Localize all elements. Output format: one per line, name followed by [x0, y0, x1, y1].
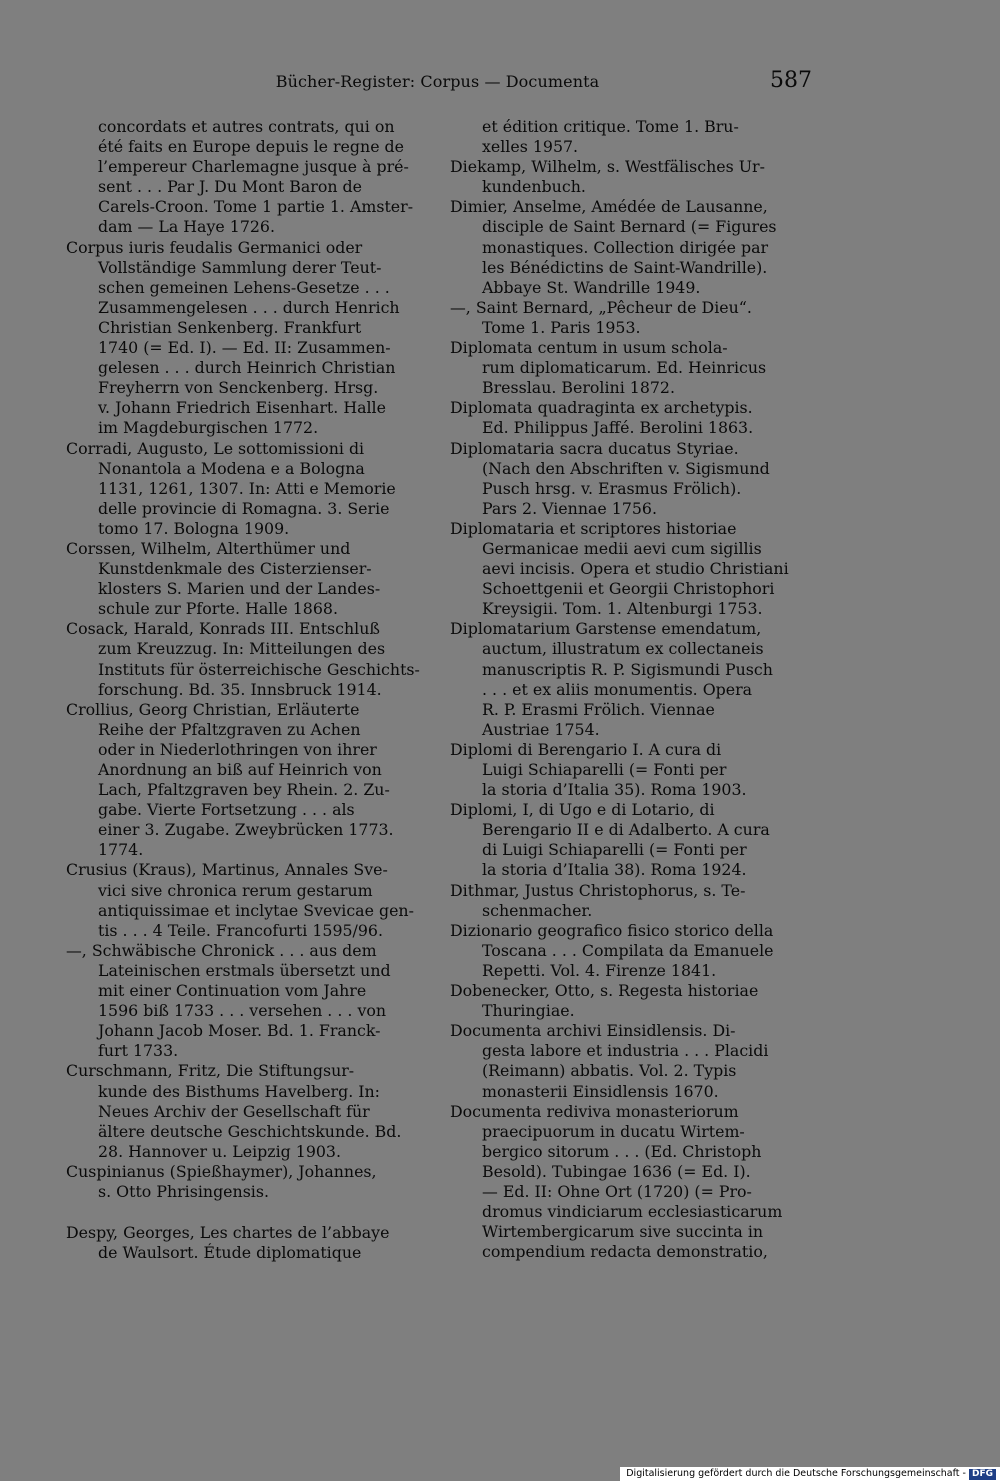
- index-entry: [66, 619, 428, 699]
- entry-line: Corpus iuris feudalis Germanici oder: [66, 237, 363, 257]
- dfg-logo: DFG: [969, 1469, 996, 1480]
- entry-line: Besold). Tubingae 1636 (= Ed. I).: [482, 1161, 751, 1181]
- entry-line: Bresslau. Berolini 1872.: [482, 378, 676, 398]
- entry-line: manuscriptis R. P. Sigismundi Pusch: [482, 659, 773, 679]
- entry-line: Diplomataria et scriptores historiae: [450, 518, 737, 538]
- entry-line: —, Schwäbische Chronick . . . aus dem: [66, 940, 377, 960]
- entry-line: zum Kreuzzug. In: Mitteilungen des: [98, 639, 386, 659]
- entry-line: Berengario II e di Adalberto. A cura: [482, 820, 770, 840]
- entry-line: Wirtembergicarum sive succinta in: [482, 1222, 764, 1242]
- entry-line: 1740 (= Ed. I). — Ed. II: Zusammen-: [98, 338, 391, 358]
- entry-line: delle provincie di Romagna. 3. Serie: [98, 498, 390, 518]
- index-entry: [450, 398, 812, 438]
- entry-line: Lateinischen erstmals übersetzt und: [98, 960, 391, 980]
- entry-line: di Luigi Schiaparelli (= Fonti per: [482, 840, 747, 860]
- index-entry: [66, 539, 428, 619]
- entry-line: disciple de Saint Bernard (= Figures: [482, 217, 777, 237]
- index-entry: [66, 941, 428, 1062]
- entry-line: Neues Archiv der Gesellschaft für: [98, 1101, 370, 1121]
- entry-line: 1131, 1261, 1307. In: Atti e Memorie: [98, 478, 396, 498]
- entry-line: Kreysigii. Tom. 1. Altenburgi 1753.: [482, 599, 763, 619]
- entry-line: . . . et ex aliis monumentis. Opera: [482, 679, 753, 699]
- entry-line: dromus vindiciarum ecclesiasticarum: [482, 1202, 783, 1222]
- entry-line: kundenbuch.: [482, 177, 586, 197]
- entry-line: Diplomatarium Garstense emendatum,: [450, 619, 762, 639]
- entry-line: Cuspinianus (Spießhaymer), Johannes,: [66, 1161, 377, 1181]
- index-entry: [66, 238, 428, 439]
- entry-line: aevi incisis. Opera et studio Christiani: [482, 559, 789, 579]
- entry-line: Toscana . . . Compilata da Emanuele: [482, 940, 774, 960]
- entry-line: schenmacher.: [482, 900, 593, 920]
- entry-line: Dimier, Anselme, Amédée de Lausanne,: [450, 197, 768, 217]
- index-entry: [66, 1223, 428, 1263]
- entry-line: (Reimann) abbatis. Vol. 2. Typis: [482, 1061, 737, 1081]
- entry-line: Anordnung an biß auf Heinrich von: [98, 760, 382, 779]
- entry-line: Cosack, Harald, Konrads III. Entschluß: [66, 619, 380, 639]
- entry-line: klosters S. Marien und der Landes-: [98, 579, 381, 599]
- index-entry: [450, 1102, 812, 1263]
- entry-line: Ed. Philippus Jaffé. Berolini 1863.: [482, 418, 754, 438]
- entry-line: bergico sitorum . . . (Ed. Christoph: [482, 1141, 762, 1161]
- entry-line: rum diplomaticarum. Ed. Heinricus: [482, 358, 767, 378]
- entry-line: Carels-Croon. Tome 1 partie 1. Amster-: [98, 197, 414, 217]
- footer-bar: [620, 1467, 1000, 1481]
- entry-line: im Magdeburgischen 1772.: [98, 418, 319, 438]
- entry-line: compendium redacta demonstratio,: [482, 1242, 768, 1262]
- entry-line: einer 3. Zugabe. Zweybrücken 1773.: [98, 820, 394, 840]
- entry-line: Johann Jacob Moser. Bd. 1. Franck-: [98, 1021, 381, 1041]
- entry-line: furt 1733.: [98, 1041, 179, 1061]
- entry-line: Austriae 1754.: [482, 719, 600, 739]
- entry-line: gabe. Vierte Fortsetzung . . . als: [98, 800, 355, 820]
- entry-line: Pars 2. Viennae 1756.: [482, 498, 657, 518]
- entry-line: vici sive chronica rerum gestarum: [98, 880, 373, 900]
- entry-line: l’empereur Charlemagne jusque à pré-: [98, 157, 409, 177]
- entry-line: schen gemeinen Lehens-Gesetze . . .: [98, 277, 390, 297]
- index-entry: [66, 700, 428, 861]
- entry-line: (Nach den Abschriften v. Sigismund: [482, 458, 770, 478]
- entry-line: Nonantola a Modena e a Bologna: [98, 458, 365, 478]
- entry-line: forschung. Bd. 35. Innsbruck 1914.: [98, 679, 382, 699]
- entry-line: Corssen, Wilhelm, Alterthümer und: [66, 538, 351, 558]
- entry-line: la storia d’Italia 35). Roma 1903.: [482, 780, 747, 800]
- entry-line: Documenta archivi Einsidlensis. Di-: [450, 1021, 736, 1041]
- entry-line: — Ed. II: Ohne Ort (1720) (= Pro-: [482, 1181, 752, 1201]
- entry-line: Crusius (Kraus), Martinus, Annales Sve-: [66, 860, 388, 880]
- entry-line: Diekamp, Wilhelm, s. Westfälisches Ur-: [450, 157, 765, 177]
- entry-line: Repetti. Vol. 4. Firenze 1841.: [482, 960, 717, 980]
- entry-line: antiquissimae et inclytae Svevicae gen-: [98, 900, 414, 920]
- index-entry: [66, 1162, 428, 1202]
- entry-line: Christian Senkenberg. Frankfurt: [98, 317, 362, 337]
- entry-line: kunde des Bisthums Havelberg. In:: [98, 1081, 380, 1101]
- entry-line: oder in Niederlothringen von ihrer: [98, 739, 377, 759]
- running-header: Bücher-Register: Corpus — Documenta: [275, 72, 600, 91]
- entry-line: monastiques. Collection dirigée par: [482, 237, 769, 257]
- entry-line: Vollständige Sammlung derer Teut-: [98, 257, 382, 277]
- index-entry: [450, 881, 812, 921]
- entry-line: sent . . . Par J. Du Mont Baron de: [98, 177, 363, 197]
- entry-line: Dithmar, Justus Christophorus, s. Te-: [450, 880, 746, 900]
- entry-line: Dobenecker, Otto, s. Regesta historiae: [450, 981, 759, 1001]
- entry-line: R. P. Erasmi Frölich. Viennae: [482, 699, 715, 719]
- index-entry: [450, 981, 812, 1021]
- entry-line: monasterii Einsidlensis 1670.: [482, 1081, 719, 1101]
- entry-line: et édition critique. Tome 1. Bru-: [482, 117, 739, 136]
- entry-line: Thuringiae.: [482, 1001, 575, 1021]
- entry-line: Reihe der Pfaltzgraven zu Achen: [98, 719, 361, 739]
- index-entry: [66, 439, 428, 539]
- entry-line: Curschmann, Fritz, Die Stiftungsur-: [66, 1061, 355, 1081]
- entry-line: s. Otto Phrisingensis.: [98, 1181, 269, 1201]
- entry-line: concordats et autres contrats, qui on: [98, 117, 395, 136]
- entry-line: —, Saint Bernard, „Pêcheur de Dieu“.: [450, 297, 752, 317]
- entry-line: Instituts für österreichische Geschichts-: [98, 659, 420, 679]
- index-entry: [450, 117, 812, 157]
- index-entry: [450, 298, 812, 338]
- entry-line: été faits en Europe depuis le regne de: [98, 137, 405, 157]
- entry-line: Documenta rediviva monasteriorum: [450, 1101, 739, 1121]
- index-entry: [450, 197, 812, 297]
- entry-line: xelles 1957.: [482, 137, 579, 157]
- entry-line: Diplomataria sacra ducatus Styriae.: [450, 438, 739, 458]
- entry-line: tis . . . 4 Teile. Francofurti 1595/96.: [98, 920, 383, 940]
- index-entry: [66, 1061, 428, 1161]
- entry-line: tomo 17. Bologna 1909.: [98, 518, 290, 538]
- left-column: [66, 117, 428, 1263]
- entry-line: Corradi, Augusto, Le sottomissioni di: [66, 438, 365, 458]
- entry-line: Diplomata quadraginta ex archetypis.: [450, 398, 753, 418]
- index-entry: [450, 800, 812, 880]
- entry-line: Diplomi, I, di Ugo e di Lotario, di: [450, 800, 715, 820]
- entry-line: Lach, Pfaltzgraven bey Rhein. 2. Zu-: [98, 780, 390, 800]
- entry-line: la storia d’Italia 38). Roma 1924.: [482, 860, 747, 880]
- entry-line: Pusch hrsg. v. Erasmus Frölich).: [482, 478, 742, 498]
- entry-line: ältere deutsche Geschichtskunde. Bd.: [98, 1121, 402, 1141]
- entry-line: Crollius, Georg Christian, Erläuterte: [66, 699, 360, 719]
- entry-line: dam — La Haye 1726.: [98, 217, 275, 237]
- index-entry: [66, 860, 428, 940]
- entry-line: gesta labore et industria . . . Placidi: [482, 1041, 769, 1061]
- entry-line: Schoettgenii et Georgii Christophori: [482, 579, 775, 599]
- index-entry: [450, 157, 812, 197]
- index-entry: [450, 338, 812, 398]
- entry-line: Tome 1. Paris 1953.: [482, 317, 641, 337]
- index-entry: [450, 740, 812, 800]
- entry-line: Abbaye St. Wandrille 1949.: [482, 277, 701, 297]
- index-entry: [450, 921, 812, 981]
- entry-line: 28. Hannover u. Leipzig 1903.: [98, 1141, 341, 1161]
- index-entry: [66, 117, 428, 238]
- entry-line: Despy, Georges, Les chartes de l’abbaye: [66, 1223, 390, 1243]
- entry-line: praecipuorum in ducatu Wirtem-: [482, 1121, 745, 1141]
- entry-line: 1774.: [98, 840, 144, 860]
- entry-line: de Waulsort. Étude diplomatique: [98, 1243, 362, 1263]
- entry-line: Luigi Schiaparelli (= Fonti per: [482, 760, 727, 779]
- index-entry: [450, 619, 812, 740]
- index-entry: [450, 519, 812, 619]
- entry-line: les Bénédictins de Saint-Wandrille).: [482, 257, 768, 277]
- entry-line: Kunstdenkmale des Cisterzienser-: [98, 559, 372, 579]
- footer-text: Digitalisierung gefördert durch die Deutsche Forschungsgemeinschaft -: [626, 1468, 966, 1479]
- entry-line: Germanicae medii aevi cum sigillis: [482, 538, 762, 558]
- entry-line: Zusammengelesen . . . durch Henrich: [98, 297, 400, 317]
- right-column: [450, 117, 812, 1262]
- page-number: 587: [770, 68, 812, 93]
- entry-line: mit einer Continuation vom Jahre: [98, 981, 367, 1001]
- entry-line: 1596 biß 1733 . . . versehen . . . von: [98, 1001, 387, 1021]
- entry-line: schule zur Pforte. Halle 1868.: [98, 599, 338, 619]
- entry-line: Diplomata centum in usum schola-: [450, 338, 728, 358]
- entry-line: Freyherrn von Senckenberg. Hrsg.: [98, 378, 379, 398]
- entry-line: Dizionario geografico fisico storico della: [450, 920, 774, 940]
- entry-line: v. Johann Friedrich Eisenhart. Halle: [98, 398, 386, 418]
- entry-line: auctum, illustratum ex collectaneis: [482, 639, 764, 659]
- index-entry: [450, 1021, 812, 1101]
- entry-line: gelesen . . . durch Heinrich Christian: [98, 358, 396, 378]
- index-entry: [450, 439, 812, 519]
- entry-line: Diplomi di Berengario I. A cura di: [450, 739, 722, 759]
